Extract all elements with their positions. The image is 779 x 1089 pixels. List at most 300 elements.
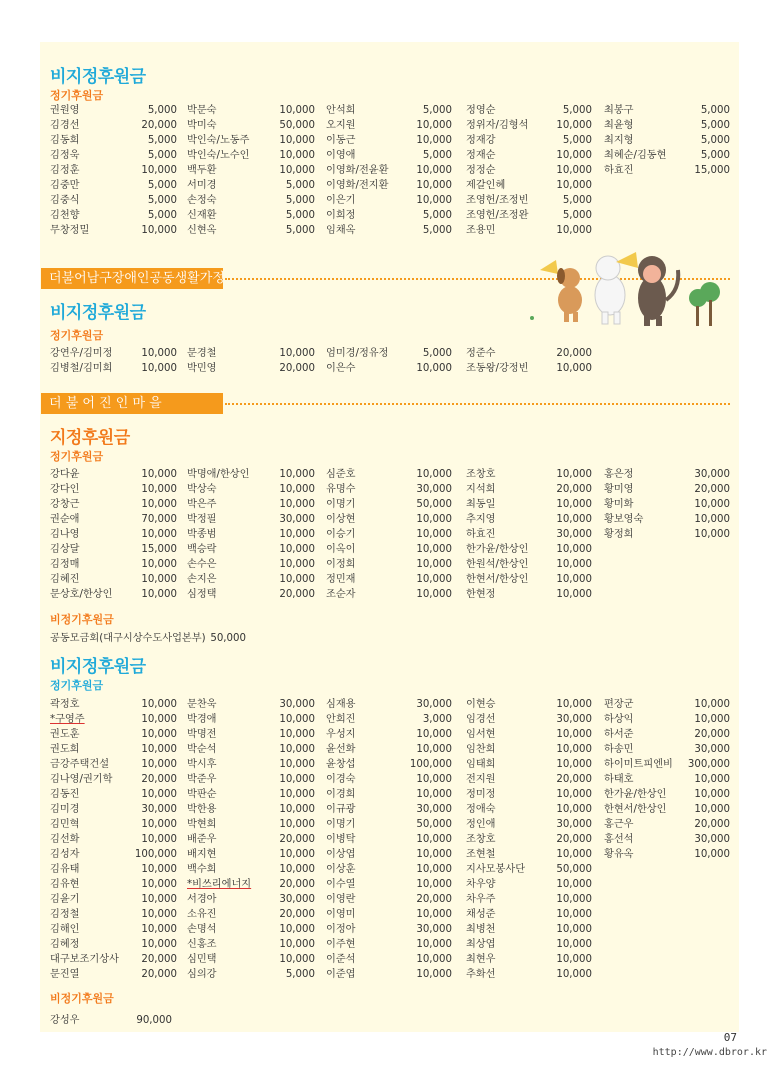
- donor-name: 강성우: [50, 1015, 80, 1026]
- donation-amount: 5,000: [422, 150, 452, 161]
- donor-entry: [50, 878, 177, 892]
- donor-entry: [50, 953, 177, 967]
- donor-entry: [187, 588, 315, 602]
- donation-amount: 30,000: [416, 804, 452, 815]
- donor-name: 권원영: [50, 105, 80, 116]
- donation-amount: 10,000: [279, 714, 315, 725]
- donation-amount: 10,000: [279, 544, 315, 555]
- donation-amount: 10,000: [416, 195, 452, 206]
- donor-name: 조용민: [466, 225, 496, 236]
- donor-name: 무창정밀: [50, 225, 90, 236]
- donor-entry: [466, 893, 592, 907]
- donation-amount: 10,000: [141, 165, 177, 176]
- donor-entry: [466, 863, 592, 877]
- donation-amount: 10,000: [141, 574, 177, 585]
- donor-name: 하상익: [604, 714, 634, 725]
- donor-name: 김동진: [50, 789, 80, 800]
- donor-name: 박문숙: [187, 105, 217, 116]
- donor-name: 이희정: [326, 210, 356, 221]
- donation-amount: 30,000: [694, 744, 730, 755]
- donor-name: 김동희: [50, 135, 80, 146]
- donor-name: 백두환: [187, 165, 217, 176]
- donor-name: 윤창섭: [326, 759, 356, 770]
- donor-entry: [604, 498, 730, 512]
- donor-entry: [326, 149, 452, 163]
- donor-name: 신현옥: [187, 225, 217, 236]
- donation-amount: 10,000: [416, 574, 452, 585]
- donor-entry: [466, 773, 592, 787]
- donor-entry: [466, 968, 592, 982]
- donor-name: 홍은정: [604, 469, 634, 480]
- donation-amount: 10,000: [416, 514, 452, 525]
- donor-entry: [50, 588, 177, 602]
- donor-name: 추화선: [466, 969, 496, 980]
- donor-entry: [326, 743, 452, 757]
- donor-name: 하송민: [604, 744, 634, 755]
- donor-name: 심준호: [326, 469, 356, 480]
- donor-entry: [187, 573, 315, 587]
- donor-entry: [326, 224, 452, 238]
- donor-entry: [187, 923, 315, 937]
- page-number: 07: [723, 1031, 737, 1044]
- donation-amount: 10,000: [694, 714, 730, 725]
- donation-amount: 20,000: [416, 894, 452, 905]
- donor-entry: [187, 164, 315, 178]
- donor-entry: [604, 818, 730, 832]
- donation-amount: 20,000: [141, 969, 177, 980]
- donor-entry: [466, 194, 592, 208]
- donor-entry: [604, 743, 730, 757]
- donation-amount: 10,000: [556, 744, 592, 755]
- donor-entry: [326, 758, 452, 772]
- donation-amount: 10,000: [556, 180, 592, 191]
- donor-entry: [187, 818, 315, 832]
- donor-name: 김해인: [50, 924, 80, 935]
- donor-entry: [50, 863, 177, 877]
- donor-entry: [326, 788, 452, 802]
- donor-entry: [187, 558, 315, 572]
- donation-amount: 10,000: [556, 879, 592, 890]
- donation-amount: 10,000: [279, 789, 315, 800]
- donor-entry: [326, 543, 452, 557]
- donor-entry: [187, 848, 315, 862]
- donor-name: 정위자/김형석: [466, 120, 529, 131]
- donor-entry: [50, 362, 177, 376]
- donation-amount: 10,000: [141, 699, 177, 710]
- donor-name: 이은수: [326, 363, 356, 374]
- donor-name: 오지원: [326, 120, 356, 131]
- donor-name: 하이미트피엔비: [604, 759, 673, 770]
- donation-amount: 10,000: [279, 499, 315, 510]
- donor-name: 문상호/한상인: [50, 589, 113, 600]
- donor-entry: [326, 104, 452, 118]
- donation-amount: 30,000: [416, 484, 452, 495]
- donor-name: 이상현: [326, 514, 356, 525]
- donor-entry: [326, 179, 452, 193]
- donation-amount: 10,000: [279, 135, 315, 146]
- donor-name: 홍선석: [604, 834, 634, 845]
- donor-name: 정미정: [466, 789, 496, 800]
- organization-title: 더 불 어 진 인 마 을: [41, 393, 223, 414]
- donor-name: 최윤형: [604, 120, 634, 131]
- donation-amount: 10,000: [416, 909, 452, 920]
- donor-entry: [466, 483, 592, 497]
- donor-entry: [326, 362, 452, 376]
- donor-entry: [50, 543, 177, 557]
- donor-name: 이명기: [326, 499, 356, 510]
- donor-name: 지사모봉사단: [466, 864, 526, 875]
- donation-amount: 20,000: [279, 363, 315, 374]
- subsection-heading: 비정기후원금: [50, 992, 114, 1005]
- donor-entry: [326, 164, 452, 178]
- subsection-heading: 정기후원금: [50, 450, 104, 463]
- subsection-heading: 비정기후원금: [50, 613, 114, 626]
- donor-entry: [466, 953, 592, 967]
- donor-name: 이영화/전지환: [326, 180, 389, 191]
- donation-amount: 10,000: [279, 469, 315, 480]
- donor-entry: [326, 833, 452, 847]
- donor-name: 박순석: [187, 744, 217, 755]
- donor-name: 이정아: [326, 924, 356, 935]
- section-heading: 비지정후원금: [50, 67, 146, 87]
- donor-name: 한현서/한상인: [466, 574, 529, 585]
- donor-name: 박인숙/노동주: [187, 135, 250, 146]
- donor-name: 이주현: [326, 939, 356, 950]
- donation-amount: 10,000: [279, 924, 315, 935]
- donor-name: 이정희: [326, 559, 356, 570]
- donor-entry: [187, 698, 315, 712]
- donor-name: 최혜순/김동현: [604, 150, 667, 161]
- donor-name: 곽정호: [50, 699, 80, 710]
- donor-entry: [466, 528, 592, 542]
- donor-name: 심의강: [187, 969, 217, 980]
- donor-entry: [50, 758, 177, 772]
- donor-entry: [50, 893, 177, 907]
- donation-amount: 10,000: [279, 150, 315, 161]
- donor-entry: [50, 528, 177, 542]
- donation-amount: 10,000: [694, 529, 730, 540]
- donor-name: 한현서/한상인: [604, 804, 667, 815]
- donation-amount: 10,000: [416, 954, 452, 965]
- donation-amount: 10,000: [556, 499, 592, 510]
- donation-amount: 10,000: [141, 789, 177, 800]
- donor-name: 김유현: [50, 879, 80, 890]
- donor-name: 한가윤/한상인: [604, 789, 667, 800]
- donor-entry: [466, 923, 592, 937]
- donor-name: 최봉구: [604, 105, 634, 116]
- donation-amount: 10,000: [279, 729, 315, 740]
- donor-name: 김정훈: [50, 165, 80, 176]
- donor-entry: [326, 848, 452, 862]
- donation-amount: 30,000: [694, 469, 730, 480]
- donor-entry: [604, 773, 730, 787]
- donor-name: 소유진: [187, 909, 217, 920]
- donor-name: 한가윤/한상인: [466, 544, 529, 555]
- donation-amount: 10,000: [141, 729, 177, 740]
- donor-name: 문경철: [187, 348, 217, 359]
- donation-amount: 30,000: [279, 699, 315, 710]
- donation-amount: 10,000: [556, 589, 592, 600]
- donor-entry: [466, 698, 592, 712]
- donor-entry: [187, 893, 315, 907]
- organization-title: 더불어남구장애인공동생활가정: [41, 268, 223, 289]
- donation-amount: 10,000: [141, 834, 177, 845]
- donation-amount: 5,000: [700, 150, 730, 161]
- donor-entry: [326, 878, 452, 892]
- donor-entry: [326, 803, 452, 817]
- donor-name: 금강주택건설: [50, 759, 110, 770]
- donor-name: 김중만: [50, 180, 80, 191]
- donation-amount: 20,000: [556, 348, 592, 359]
- donor-name: 이영미: [326, 909, 356, 920]
- donation-amount: 50,000: [556, 864, 592, 875]
- donation-amount: 5,000: [700, 105, 730, 116]
- donor-name: 문진열: [50, 969, 80, 980]
- donor-entry: [50, 209, 177, 223]
- donor-entry: [187, 833, 315, 847]
- donor-entry: [466, 743, 592, 757]
- donor-entry: [466, 104, 592, 118]
- donor-entry: [50, 788, 177, 802]
- donor-entry: [187, 483, 315, 497]
- donation-amount: 20,000: [279, 834, 315, 845]
- donation-amount: 10,000: [141, 714, 177, 725]
- donor-name: 박정필: [187, 514, 217, 525]
- donor-name: 임채옥: [326, 225, 356, 236]
- donor-entry: [187, 347, 315, 361]
- donor-entry: [50, 968, 177, 982]
- donation-amount: 10,000: [416, 529, 452, 540]
- donor-entry: [187, 728, 315, 742]
- donation-amount: 20,000: [556, 774, 592, 785]
- donor-name: 김천향: [50, 210, 80, 221]
- donor-entry: [50, 134, 177, 148]
- donor-name: 이수열: [326, 879, 356, 890]
- donation-amount: 10,000: [416, 135, 452, 146]
- donation-amount: 5,000: [422, 225, 452, 236]
- donation-amount: 20,000: [556, 484, 592, 495]
- donor-name: 조동왕/강정빈: [466, 363, 529, 374]
- donation-amount: 10,000: [279, 105, 315, 116]
- donor-entry: [466, 362, 592, 376]
- donor-name: 조창호: [466, 834, 496, 845]
- donor-entry: [326, 908, 452, 922]
- donation-amount: 10,000: [141, 469, 177, 480]
- donor-name: 조현철: [466, 849, 496, 860]
- donor-entry: [326, 818, 452, 832]
- donation-amount: 10,000: [556, 939, 592, 950]
- donation-amount: 10,000: [556, 729, 592, 740]
- donation-amount: 5,000: [285, 180, 315, 191]
- donor-name: *비쓰리에너지: [187, 879, 252, 890]
- donor-name: 박판순: [187, 789, 217, 800]
- donation-amount: 3,000: [422, 714, 452, 725]
- donor-name: 이영화/전윤환: [326, 165, 389, 176]
- donor-name: 강다인: [50, 484, 80, 495]
- donor-name: 이영란: [326, 894, 356, 905]
- donor-entry: [187, 104, 315, 118]
- donor-entry: [50, 848, 177, 862]
- donor-entry: [604, 468, 730, 482]
- donor-entry: [50, 743, 177, 757]
- donation-amount: 10,000: [556, 559, 592, 570]
- donation-amount: 5,000: [147, 210, 177, 221]
- donor-entry: [466, 758, 592, 772]
- donor-name: 권순애: [50, 514, 80, 525]
- donor-name: 김정욱: [50, 150, 80, 161]
- donor-name: 김혜정: [50, 939, 80, 950]
- donation-amount: 10,000: [416, 939, 452, 950]
- donor-name: 권도훈: [50, 729, 80, 740]
- donation-amount: 100,000: [409, 759, 452, 770]
- donor-entry: [466, 149, 592, 163]
- donor-name: 이동근: [326, 135, 356, 146]
- donation-amount: 10,000: [141, 759, 177, 770]
- donor-entry: [466, 164, 592, 178]
- donor-name: 이경숙: [326, 774, 356, 785]
- donation-amount: 10,000: [556, 165, 592, 176]
- donor-entry: [466, 224, 592, 238]
- donor-entry: [326, 558, 452, 572]
- donor-name: 강연우/김미정: [50, 348, 113, 359]
- donor-name: 배준우: [187, 834, 217, 845]
- donation-amount: 10,000: [416, 469, 452, 480]
- donation-amount: 10,000: [141, 909, 177, 920]
- donor-name: 박준우: [187, 774, 217, 785]
- donor-name: 정재강: [466, 135, 496, 146]
- donation-amount: 10,000: [556, 150, 592, 161]
- donor-name: 박은주: [187, 499, 217, 510]
- donor-name: 박인숙/노수인: [187, 150, 250, 161]
- donor-name: 황미영: [604, 484, 634, 495]
- donor-entry: [50, 558, 177, 572]
- donor-entry: [466, 878, 592, 892]
- donation-amount: 70,000: [141, 514, 177, 525]
- donor-name: 김정철: [50, 909, 80, 920]
- donor-entry: [50, 468, 177, 482]
- donor-name: 이상훈: [326, 864, 356, 875]
- donor-entry: [187, 119, 315, 133]
- donation-amount: 20,000: [141, 120, 177, 131]
- donation-amount: 10,000: [556, 699, 592, 710]
- donation-amount: 10,000: [279, 864, 315, 875]
- donor-entry: [187, 362, 315, 376]
- donor-entry: [187, 543, 315, 557]
- donor-entry: [326, 938, 452, 952]
- donor-name: 박상숙: [187, 484, 217, 495]
- donor-name: 김선화: [50, 834, 80, 845]
- donor-entry: [466, 513, 592, 527]
- donor-name: 최현우: [466, 954, 496, 965]
- donor-entry: [50, 803, 177, 817]
- donation-amount: 20,000: [279, 909, 315, 920]
- donor-name: 최지형: [604, 135, 634, 146]
- donation-amount: 5,000: [147, 150, 177, 161]
- donor-entry: [466, 573, 592, 587]
- donation-amount: 5,000: [562, 195, 592, 206]
- donor-entry: [187, 773, 315, 787]
- donor-name: 이준석: [326, 954, 356, 965]
- donor-name: 이병탁: [326, 834, 356, 845]
- donor-entry: [50, 698, 177, 712]
- donation-amount: 5,000: [422, 105, 452, 116]
- donor-name: 조영헌/조정완: [466, 210, 529, 221]
- donor-name: 서경아: [187, 894, 217, 905]
- donor-entry: [604, 788, 730, 802]
- donation-amount: 10,000: [416, 834, 452, 845]
- donation-amount: 20,000: [556, 834, 592, 845]
- donor-entry: [466, 468, 592, 482]
- donor-entry: [326, 528, 452, 542]
- donation-amount: 5,000: [147, 135, 177, 146]
- donation-amount: 10,000: [556, 804, 592, 815]
- donor-entry: [604, 528, 730, 542]
- donation-amount: 10,000: [416, 589, 452, 600]
- donor-name: 김병철/김미희: [50, 363, 113, 374]
- donor-entry: [187, 209, 315, 223]
- donation-amount: 10,000: [694, 804, 730, 815]
- donation-amount: 5,000: [147, 195, 177, 206]
- donor-entry: [187, 224, 315, 238]
- donation-amount: 5,000: [422, 348, 452, 359]
- donor-name: 김중식: [50, 195, 80, 206]
- donor-name: 서미경: [187, 180, 217, 191]
- donor-name: 김유태: [50, 864, 80, 875]
- donation-amount: 50,000: [279, 120, 315, 131]
- donor-name: 차우양: [466, 879, 496, 890]
- donor-entry: [187, 149, 315, 163]
- donation-amount: 20,000: [141, 774, 177, 785]
- donor-entry: [466, 803, 592, 817]
- donor-entry: [326, 698, 452, 712]
- donation-amount: 10,000: [556, 469, 592, 480]
- donation-amount: 20,000: [279, 589, 315, 600]
- donation-amount: 10,000: [141, 348, 177, 359]
- donor-entry: [50, 179, 177, 193]
- donor-entry: [326, 893, 452, 907]
- donation-amount: 10,000: [556, 789, 592, 800]
- donor-name: 이은기: [326, 195, 356, 206]
- site-url: http://www.dbror.kr: [652, 1047, 767, 1058]
- donation-amount: 10,000: [416, 363, 452, 374]
- donor-entry: [326, 863, 452, 877]
- donor-name: 손정숙: [187, 195, 217, 206]
- donor-name: 김상달: [50, 544, 80, 555]
- donation-amount: 30,000: [141, 804, 177, 815]
- donation-amount: 20,000: [694, 729, 730, 740]
- donation-amount: 10,000: [416, 120, 452, 131]
- donor-name: 박경애: [187, 714, 217, 725]
- donor-entry: [50, 513, 177, 527]
- donor-entry: [50, 1014, 172, 1028]
- donation-amount: 10,000: [279, 849, 315, 860]
- donor-name: 김나영: [50, 529, 80, 540]
- donor-entry: [326, 194, 452, 208]
- donor-name: 이승기: [326, 529, 356, 540]
- donor-entry: [50, 573, 177, 587]
- donation-amount: 10,000: [556, 759, 592, 770]
- donor-name: 안석희: [326, 105, 356, 116]
- donor-entry: [50, 728, 177, 742]
- donor-entry: [466, 179, 592, 193]
- donor-entry: [50, 194, 177, 208]
- donor-name: 황유옥: [604, 849, 634, 860]
- donation-amount: 10,000: [141, 363, 177, 374]
- donation-amount: 30,000: [556, 714, 592, 725]
- donation-amount: 10,000: [416, 729, 452, 740]
- donor-entry: [466, 134, 592, 148]
- donor-name: 박시후: [187, 759, 217, 770]
